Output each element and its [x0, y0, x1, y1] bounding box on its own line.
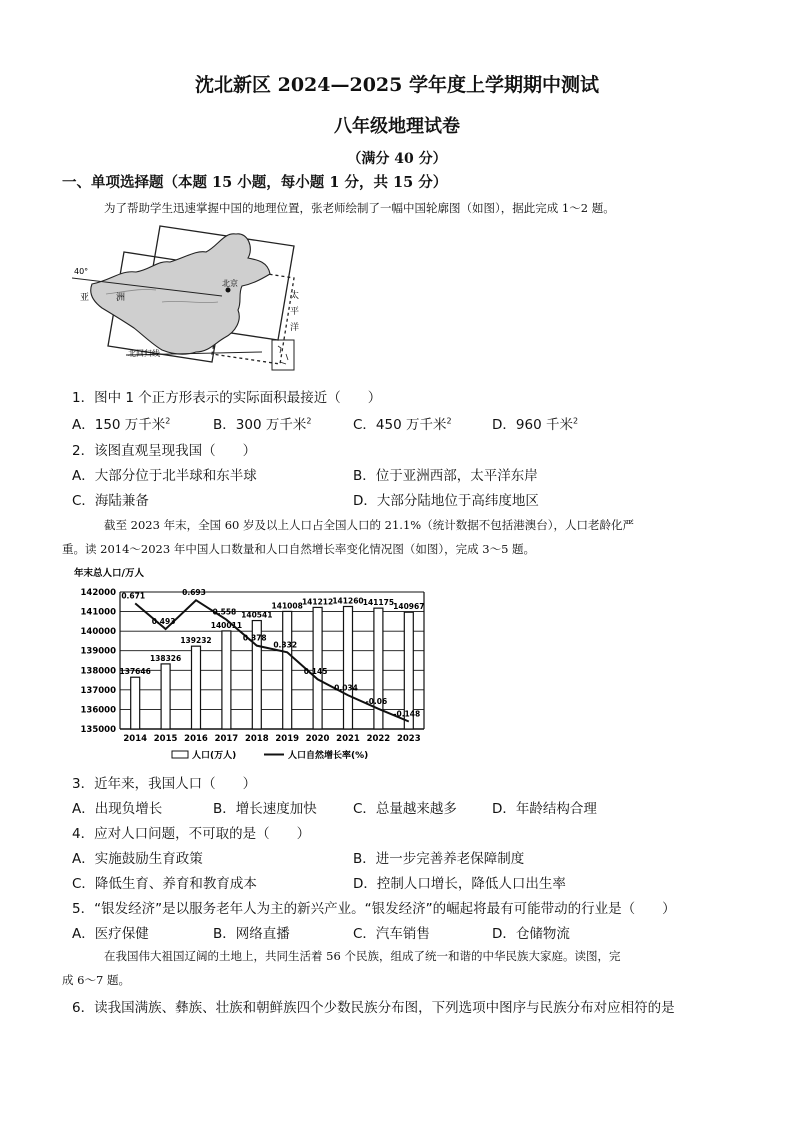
q5-option-d[interactable]: D．仓储物流 [492, 926, 570, 942]
chart-bar-label: 139232 [180, 636, 212, 646]
chart-ytick-label: 138000 [80, 666, 116, 677]
q3-option-b[interactable]: B．增长速度加快 [213, 801, 317, 817]
chart-bar [131, 677, 140, 729]
chart-xtick-label: 2021 [336, 734, 360, 744]
chart-bar-label: 141008 [271, 601, 303, 611]
q5-option-b[interactable]: B．网络直播 [213, 926, 290, 942]
chart-ytick-label: 140000 [80, 627, 116, 638]
chart-rate-label: 0.145 [303, 667, 328, 677]
chart-xtick-label: 2016 [184, 734, 208, 744]
legend-bar-swatch [172, 751, 188, 758]
chart-bar-label: 141212 [301, 597, 334, 607]
question-4: 4．应对人口问题，不可取的是（ ） [72, 826, 311, 842]
chart-bar-label: 141175 [362, 598, 395, 608]
chart-bar [192, 646, 201, 729]
chart-xtick-label: 2018 [244, 734, 269, 744]
chart-ylabel: 年末总人口/万人 [74, 568, 144, 579]
q4-option-b[interactable]: B．进一步完善养老保障制度 [353, 851, 525, 867]
chart-ytick-label: 139000 [80, 646, 116, 657]
chart-bar-label: 140011 [210, 620, 243, 630]
chart-bar-label: 137646 [119, 667, 151, 677]
chart-xtick-label: 2015 [153, 734, 178, 744]
chart-bar-label: 140541 [241, 610, 273, 620]
chart-rate-label: 0.332 [273, 640, 298, 650]
chart-bar [161, 664, 170, 729]
pacific-label-2: 平 [290, 307, 300, 317]
q5-option-a[interactable]: A．医疗保健 [72, 926, 149, 942]
pacific-label-1: 太 [290, 291, 300, 301]
chart-legend [172, 749, 368, 761]
q1-option-d[interactable]: D．960 千米$^2$ [492, 416, 579, 433]
q5-option-c[interactable]: C．汽车销售 [353, 926, 430, 942]
chart-bar [344, 606, 353, 729]
chart-rate-label: 0.034 [334, 683, 358, 693]
legend-bar-label: 人口(万人) [192, 751, 237, 761]
chart-rate-label: 0.693 [182, 588, 206, 598]
chart-xtick-label: 2019 [275, 734, 300, 744]
chart-ytick-label: 142000 [80, 588, 116, 598]
ethnic-intro-line1: 在我国伟大祖国辽阔的土地上，共同生活着 56 个民族，组成了统一和谐的中华民族大家庭。读图，完 [104, 949, 621, 963]
q1-option-b[interactable]: B．300 万千米$^2$ [213, 416, 312, 433]
pacific-label-3: 洋 [290, 323, 300, 333]
ethnic-intro-line2: 成 6～7 题。 [62, 973, 130, 987]
asia-label-1: 亚 [80, 293, 90, 303]
chart-xtick-label: 2022 [366, 734, 391, 744]
chart-xtick-label: 2017 [214, 734, 239, 744]
chart-rate-label: 0.493 [151, 617, 176, 627]
population-intro-line1: 截至 2023 年末，全国 60 岁及以上人口占全国人口的 21.1%（统计数据不包括港澳台），人口老龄化严 [104, 518, 634, 532]
q2-option-d[interactable]: D．大部分陆地位于高纬度地区 [353, 493, 539, 509]
chart-xtick-label: 2020 [305, 734, 330, 744]
chart-ytick-label: 136000 [80, 705, 116, 716]
asia-label-2: 洲 [116, 293, 126, 303]
chart-ytick-label: 137000 [80, 685, 116, 696]
chart-ytick-label: 135000 [80, 725, 116, 735]
chart-rate-label: 0.671 [121, 591, 146, 601]
question-2: 2．该图直观呈现我国（ ） [72, 443, 257, 459]
map-intro: 为了帮助学生迅速掌握中国的地理位置，张老师绘制了一幅中国轮廓图（如图），据此完成 1～2 题。 [104, 201, 615, 215]
q4-option-c[interactable]: C．降低生育、养育和教育成本 [72, 876, 257, 892]
china-outline-map [72, 222, 312, 372]
q3-option-a[interactable]: A．出现负增长 [72, 801, 163, 817]
q4-option-d[interactable]: D．控制人口增长，降低人口出生率 [353, 876, 566, 892]
chart-xtick-label: 2023 [396, 734, 421, 744]
question-3: 3．近年来，我国人口（ ） [72, 776, 257, 792]
chart-bar-label: 138326 [149, 653, 182, 663]
chart-ytick-label: 141000 [80, 607, 116, 618]
q4-option-a[interactable]: A．实施鼓励生育政策 [72, 851, 203, 867]
q1-option-a[interactable]: A．150 万千米$^2$ [72, 416, 171, 433]
chart-xtick-label: 2014 [123, 734, 148, 744]
chart-rate-label: 0.558 [212, 607, 237, 617]
chart-rate-label: -0.06 [365, 696, 388, 706]
q2-option-a[interactable]: A．大部分位于北半球和东半球 [72, 468, 257, 484]
beijing-label: 北京 [222, 279, 238, 288]
q3-option-d[interactable]: D．年龄结构合理 [492, 801, 597, 817]
legend-line-label: 人口自然增长率(%) [288, 751, 369, 761]
q2-option-c[interactable]: C．海陆兼备 [72, 493, 149, 509]
chart-bar-label: 140967 [393, 602, 425, 612]
q2-option-b[interactable]: B．位于亚洲西部，太平洋东岸 [353, 468, 538, 484]
chart-bar-label: 141260 [332, 596, 364, 606]
chart-rate-label: -0.148 [393, 709, 421, 719]
lat40-label: 40° [74, 267, 89, 276]
q1-option-c[interactable]: C．450 万千米$^2$ [353, 416, 452, 433]
population-intro-line2: 重。读 2014～2023 年中国人口数量和人口自然增长率变化情况图（如图），完成 3～5 题。 [62, 542, 536, 556]
exam-subtitle: 八年级地理试卷 [334, 116, 460, 137]
chart-rate-label: 0.378 [242, 633, 267, 643]
tropic-label: 北回归线 [128, 349, 160, 358]
exam-title: 沈北新区 2024—2025 学年度上学期期中测试 [195, 74, 599, 96]
beijing-dot [226, 288, 231, 293]
question-1: 1．图中 1 个正方形表示的实际面积最接近（ ） [72, 390, 382, 406]
section-heading: 一、单项选择题（本题 15 小题，每小题 1 分，共 15 分） [62, 174, 448, 191]
chart-bar [222, 631, 231, 729]
population-chart [68, 562, 438, 768]
question-6: 6．读我国满族、彝族、壮族和朝鲜族四个少数民族分布图，下列选项中图序与民族分布对应相符的是 [72, 1000, 675, 1016]
chart-bar [283, 611, 292, 729]
question-5: 5．“银发经济”是以服务老年人为主的新兴产业。“银发经济”的崛起将最有可能带动的行业是（ ） [72, 901, 676, 917]
q3-option-c[interactable]: C．总量越来越多 [353, 801, 457, 817]
full-score: （满分 40 分） [347, 151, 447, 167]
